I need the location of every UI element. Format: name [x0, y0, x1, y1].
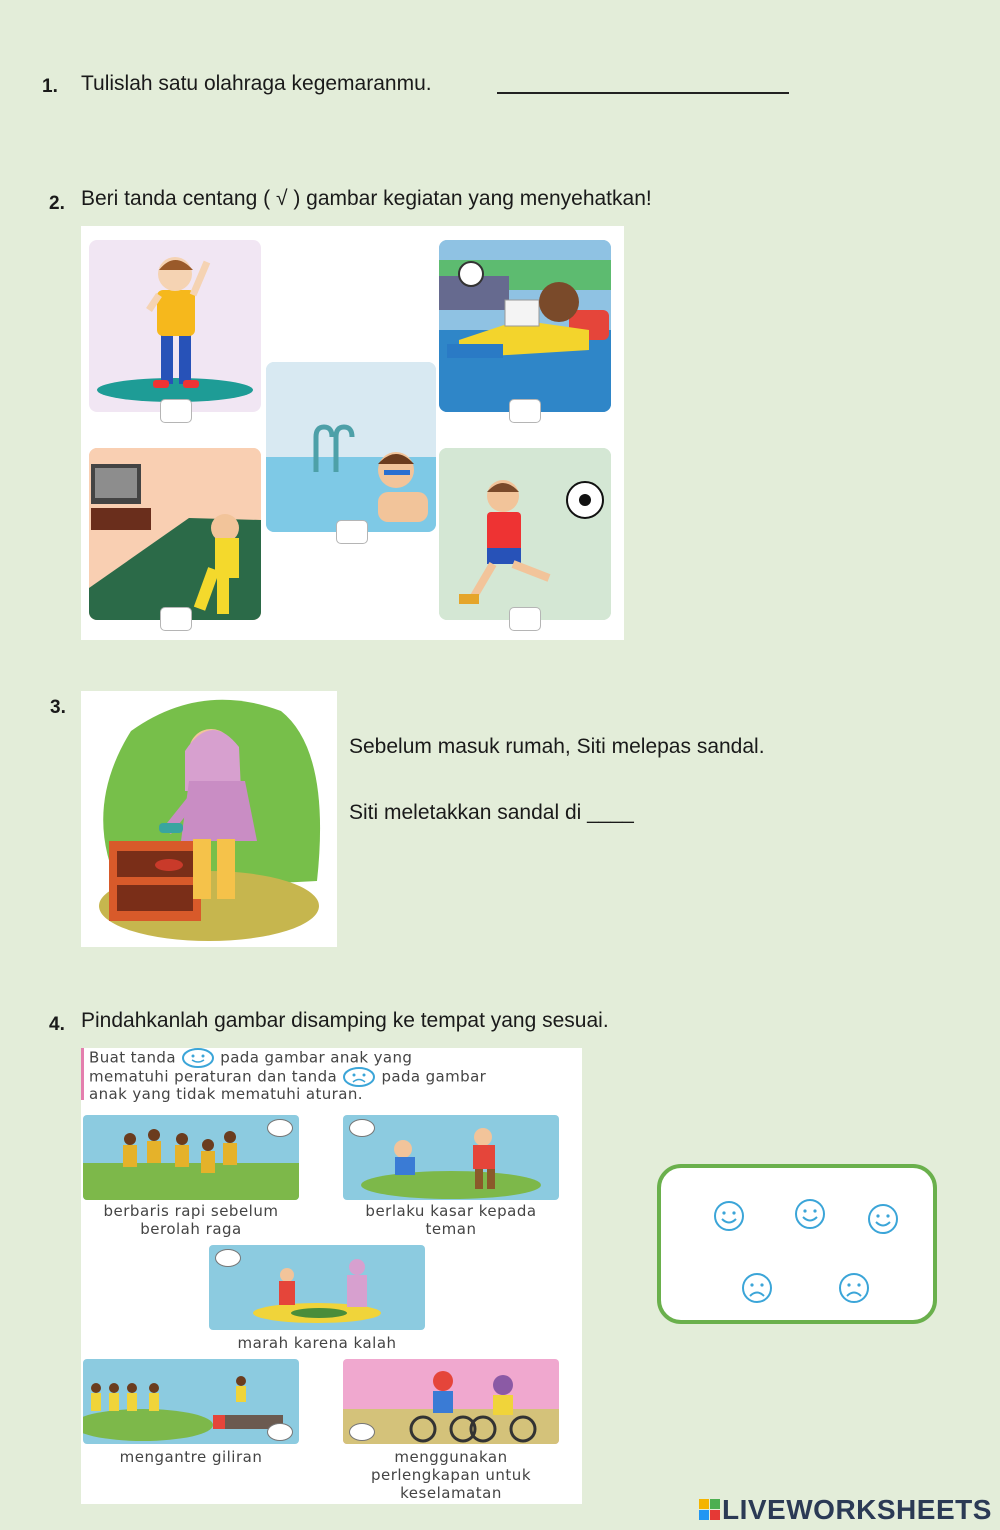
sad-face-icon[interactable]	[838, 1272, 870, 1304]
question-3-line-2: Siti meletakkan sandal di ____	[349, 801, 634, 824]
instruction-line-1: Buat tanda pada gambar anak yang	[89, 1048, 413, 1067]
reading-in-bed-picture	[439, 240, 611, 412]
question-4-text: Pindahkanlah gambar disamping ke tempat yang sesuai.	[81, 1009, 609, 1032]
question-3-line-1: Sebelum masuk rumah, Siti melepas sandal.	[349, 735, 765, 758]
question-1-answer-field[interactable]	[497, 74, 789, 94]
sad-face-icon	[342, 1067, 376, 1087]
liveworksheets-brand: LIVEWORKSHEETS	[722, 1494, 992, 1525]
sad-face-icon[interactable]	[741, 1272, 773, 1304]
instruction-accent-bar	[81, 1048, 84, 1100]
happy-face-icon[interactable]	[867, 1203, 899, 1235]
tv-checkbox[interactable]	[160, 607, 192, 631]
happy-face-icon	[181, 1048, 215, 1068]
swimming-checkbox[interactable]	[336, 520, 368, 544]
mark-slot-lining-up[interactable]	[267, 1119, 293, 1137]
mark-slot-rough[interactable]	[349, 1119, 375, 1137]
siti-sandal-picture	[81, 691, 337, 947]
caption-queuing: mengantre giliran	[119, 1448, 263, 1466]
caption-angry: marah karena kalah	[237, 1334, 397, 1352]
caption-rough: berlaku kasar kepada teman	[365, 1202, 537, 1238]
question-2-number: 2.	[49, 193, 65, 214]
stretching-checkbox[interactable]	[160, 399, 192, 423]
mark-slot-safety[interactable]	[349, 1423, 375, 1441]
question-1-text: Tulislah satu olahraga kegemaranmu.	[81, 72, 432, 95]
mark-slot-queuing[interactable]	[267, 1423, 293, 1441]
angry-losing-picture	[209, 1245, 425, 1330]
football-picture	[439, 448, 611, 620]
happy-face-icon[interactable]	[794, 1198, 826, 1230]
watching-tv-picture	[89, 448, 261, 620]
instruction-line-3: anak yang tidak mematuhi aturan.	[89, 1085, 363, 1103]
emoji-drag-source-box	[657, 1164, 937, 1324]
liveworksheets-logo-icon	[699, 1499, 720, 1520]
reading-checkbox[interactable]	[509, 399, 541, 423]
rough-behaviour-picture	[343, 1115, 559, 1200]
rules-picture-card	[81, 1048, 582, 1504]
question-3-number: 3.	[50, 697, 66, 718]
swimming-picture	[266, 362, 436, 532]
question-2-text: Beri tanda centang ( √ ) gambar kegiatan yang menyehatkan!	[81, 187, 652, 210]
question-4-number: 4.	[49, 1014, 65, 1035]
question-1-number: 1.	[42, 76, 58, 97]
mark-slot-angry[interactable]	[215, 1249, 241, 1267]
question-3-answer-field[interactable]	[606, 803, 662, 827]
caption-lining-up: berbaris rapi sebelum berolah raga	[103, 1202, 279, 1238]
instruction-line-2: mematuhi peraturan dan tanda pada gambar	[89, 1067, 487, 1086]
stretching-picture	[89, 240, 261, 412]
activity-picture-card	[81, 226, 624, 640]
safety-gear-picture	[343, 1359, 559, 1444]
caption-safety: menggunakan perlengkapan untuk keselamatan	[370, 1448, 532, 1502]
football-checkbox[interactable]	[509, 607, 541, 631]
happy-face-icon[interactable]	[713, 1200, 745, 1232]
